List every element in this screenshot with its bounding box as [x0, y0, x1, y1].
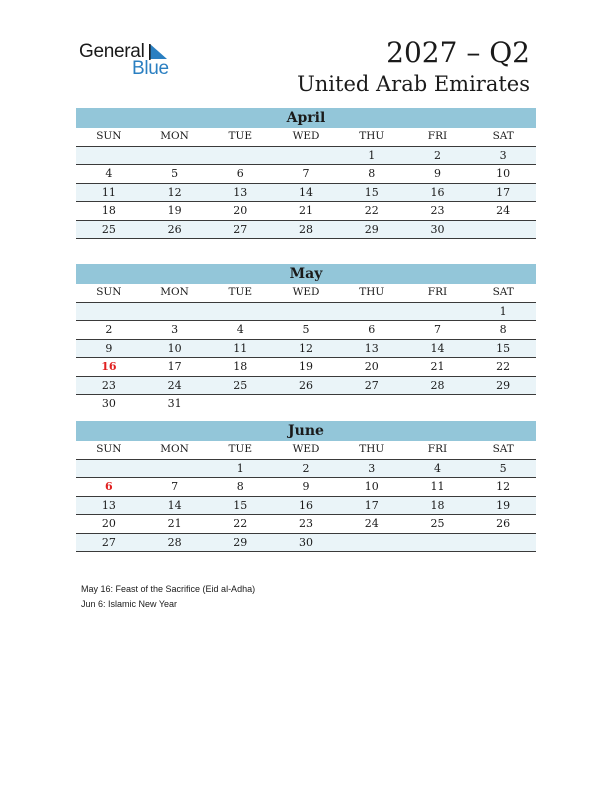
weekday-label: WED — [292, 286, 320, 298]
week-row — [76, 321, 536, 340]
day-cell: 13 — [101, 498, 116, 512]
weekday-label: FRI — [427, 286, 448, 298]
holiday-note: Jun 6: Islamic New Year — [81, 598, 178, 609]
weekday-label: TUE — [228, 443, 253, 455]
month-april — [76, 108, 536, 239]
day-cell: 26 — [496, 517, 511, 530]
day-cell: 18 — [233, 360, 248, 373]
day-cell: 23 — [430, 204, 445, 217]
month-name: April — [76, 108, 536, 128]
weekday-label: SUN — [96, 443, 122, 455]
day-cell: 19 — [299, 360, 314, 373]
weekday-label: SUN — [96, 286, 122, 298]
week-row — [76, 395, 536, 413]
week-row — [76, 221, 536, 240]
day-cell: 17 — [167, 360, 182, 373]
day-cell: 18 — [430, 498, 445, 512]
day-cell: 1 — [236, 461, 244, 475]
day-cell — [405, 395, 471, 413]
month-may — [76, 264, 536, 413]
week-row — [76, 202, 536, 221]
day-cell: 16 — [430, 185, 445, 199]
day-cell: 20 — [101, 517, 116, 530]
week-row — [76, 497, 536, 516]
day-cell: 20 — [233, 204, 248, 217]
day-cell: 31 — [167, 397, 182, 410]
day-cell: 13 — [233, 185, 248, 199]
day-cell — [339, 303, 405, 321]
page-title: 2027 – Q2 — [386, 36, 530, 69]
day-cell: 28 — [430, 378, 445, 392]
day-cell: 21 — [430, 360, 445, 373]
day-cell — [339, 395, 405, 413]
day-cell — [405, 303, 471, 321]
day-cell: 5 — [499, 461, 507, 475]
day-cell: 12 — [496, 480, 511, 493]
day-cell: 9 — [302, 480, 310, 493]
day-cell: 8 — [236, 480, 244, 493]
generalblue-logo — [79, 41, 179, 81]
week-row — [76, 147, 536, 166]
day-cell: 26 — [167, 222, 182, 236]
weekday-label: SAT — [492, 443, 514, 455]
day-cell: 10 — [167, 341, 182, 355]
weekday-label: MON — [160, 130, 189, 142]
day-cell: 17 — [496, 185, 511, 199]
day-cell: 21 — [167, 517, 182, 530]
day-cell: 24 — [364, 517, 379, 530]
day-cell: 30 — [101, 397, 116, 410]
weekday-label: FRI — [427, 443, 448, 455]
day-cell: 29 — [233, 535, 248, 549]
day-cell — [470, 221, 536, 239]
day-cell: 15 — [496, 341, 511, 355]
day-cell: 25 — [430, 517, 445, 530]
logo-text-blue: Blue — [132, 58, 169, 79]
day-cell — [207, 395, 273, 413]
weekday-label: MON — [160, 286, 189, 298]
day-cell: 25 — [233, 378, 248, 392]
day-cell: 30 — [430, 222, 445, 236]
day-cell: 10 — [364, 480, 379, 493]
weekday-header-row — [76, 128, 536, 147]
day-cell: 15 — [233, 498, 248, 512]
day-cell: 2 — [433, 148, 441, 162]
holiday-notes — [81, 582, 255, 611]
weekday-label: SAT — [492, 130, 514, 142]
day-cell — [207, 147, 273, 165]
day-cell: 28 — [299, 222, 314, 236]
day-cell: 15 — [364, 185, 379, 199]
day-cell — [76, 303, 142, 321]
day-cell: 17 — [364, 498, 379, 512]
day-cell: 19 — [167, 204, 182, 217]
day-cell: 2 — [302, 461, 310, 475]
weekday-label: SUN — [96, 130, 122, 142]
day-cell: 3 — [171, 323, 179, 336]
day-cell: 27 — [364, 378, 379, 392]
day-cell: 29 — [364, 222, 379, 236]
weekday-label: TUE — [228, 130, 253, 142]
weekday-header-row — [76, 441, 536, 460]
week-row — [76, 303, 536, 322]
day-cell — [273, 395, 339, 413]
day-cell — [76, 460, 142, 478]
day-cell: 11 — [233, 341, 248, 355]
month-name: May — [76, 264, 536, 284]
day-cell: 16 — [299, 498, 314, 512]
day-cell: 3 — [368, 461, 376, 475]
day-cell: 24 — [167, 378, 182, 392]
weekday-label: WED — [292, 443, 320, 455]
day-cell: 1 — [368, 148, 376, 162]
weekday-label: THU — [359, 443, 385, 455]
day-cell: 30 — [299, 535, 314, 549]
week-row — [76, 165, 536, 184]
day-cell: 1 — [499, 304, 507, 318]
day-cell: 5 — [171, 167, 179, 180]
day-cell: 12 — [299, 341, 314, 355]
logo-text-general: General — [79, 41, 145, 62]
day-cell: 23 — [299, 517, 314, 530]
day-cell: 27 — [101, 535, 116, 549]
day-cell: 14 — [167, 498, 182, 512]
weekday-label: THU — [359, 130, 385, 142]
day-cell — [405, 534, 471, 552]
day-cell: 11 — [101, 185, 116, 199]
weekday-label: FRI — [427, 130, 448, 142]
day-cell: 4 — [236, 323, 244, 336]
day-cell: 3 — [499, 148, 507, 162]
holiday-note: May 16: Feast of the Sacrifice (Eid al-Adha) — [81, 584, 256, 594]
day-cell: 22 — [496, 360, 511, 373]
day-cell: 25 — [101, 222, 116, 236]
day-cell — [273, 147, 339, 165]
week-row — [76, 184, 536, 203]
day-cell: 29 — [496, 378, 511, 392]
holiday-day-cell: 16 — [101, 360, 117, 373]
day-cell — [470, 395, 536, 413]
month-june — [76, 421, 536, 552]
weekday-label: TUE — [228, 286, 253, 298]
day-cell: 6 — [236, 167, 244, 180]
day-cell: 11 — [430, 480, 445, 493]
week-row — [76, 478, 536, 497]
day-cell — [142, 147, 208, 165]
day-cell: 14 — [430, 341, 445, 355]
day-cell: 14 — [299, 185, 314, 199]
week-row — [76, 460, 536, 479]
day-cell: 23 — [101, 378, 116, 392]
day-cell: 13 — [364, 341, 379, 355]
month-name: June — [76, 421, 536, 441]
week-row — [76, 377, 536, 396]
weekday-label: MON — [160, 443, 189, 455]
day-cell: 22 — [233, 517, 248, 530]
day-cell — [470, 534, 536, 552]
week-row — [76, 358, 536, 377]
day-cell: 6 — [368, 323, 376, 336]
holiday-day-cell: 6 — [105, 480, 113, 493]
day-cell — [339, 534, 405, 552]
day-cell: 18 — [101, 204, 116, 217]
day-cell: 7 — [433, 323, 441, 336]
day-cell: 27 — [233, 222, 248, 236]
day-cell: 7 — [302, 167, 310, 180]
day-cell — [207, 303, 273, 321]
day-cell: 8 — [499, 323, 507, 336]
day-cell: 26 — [299, 378, 314, 392]
day-cell — [142, 460, 208, 478]
day-cell: 7 — [171, 480, 179, 493]
weekday-label: SAT — [492, 286, 514, 298]
day-cell: 4 — [105, 167, 113, 180]
day-cell — [76, 147, 142, 165]
day-cell: 21 — [299, 204, 314, 217]
day-cell — [273, 303, 339, 321]
day-cell: 20 — [364, 360, 379, 373]
day-cell: 12 — [167, 185, 182, 199]
day-cell: 22 — [364, 204, 379, 217]
day-cell: 4 — [433, 461, 441, 475]
week-row — [76, 515, 536, 534]
day-cell: 28 — [167, 535, 182, 549]
country-subtitle: United Arab Emirates — [297, 72, 530, 96]
day-cell: 19 — [496, 498, 511, 512]
day-cell: 10 — [496, 167, 511, 180]
day-cell: 9 — [105, 341, 113, 355]
weekday-label: WED — [292, 130, 320, 142]
week-row — [76, 534, 536, 553]
day-cell: 8 — [368, 167, 376, 180]
day-cell: 2 — [105, 323, 113, 336]
day-cell — [142, 303, 208, 321]
day-cell: 24 — [496, 204, 511, 217]
week-row — [76, 340, 536, 359]
day-cell: 9 — [433, 167, 441, 180]
day-cell: 5 — [302, 323, 310, 336]
weekday-label: THU — [359, 286, 385, 298]
weekday-header-row — [76, 284, 536, 303]
